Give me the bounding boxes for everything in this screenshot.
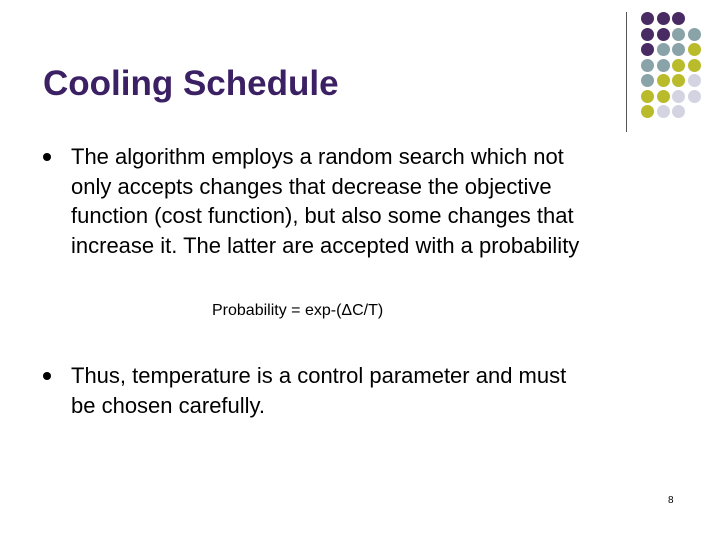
page-number: 8 xyxy=(668,495,674,506)
decorative-dot xyxy=(672,12,685,25)
decorative-dot xyxy=(672,28,685,41)
bullet-1-line-3: function (cost function), but also some changes that xyxy=(71,203,574,228)
decorative-dot xyxy=(641,43,654,56)
decorative-dot xyxy=(688,28,701,41)
slide-title: Cooling Schedule xyxy=(43,64,339,103)
decorative-vertical-line xyxy=(626,12,627,132)
decorative-dot xyxy=(657,12,670,25)
bullet-marker xyxy=(43,153,51,161)
decorative-dot xyxy=(672,74,685,87)
bullet-2-line-2: be chosen carefully. xyxy=(71,392,266,418)
decorative-dot xyxy=(688,90,701,103)
bullet-1-line-2: only accepts changes that decrease the objective xyxy=(71,173,552,199)
decorative-dot xyxy=(672,90,685,103)
decorative-dot xyxy=(641,74,654,87)
bullet-text-1 xyxy=(71,142,579,260)
bullet-1-line-4: increase it. The latter are accepted with a probability xyxy=(71,232,580,258)
decorative-dot xyxy=(641,28,654,41)
bullet-2-line-1: Thus, temperature is a control parameter and must xyxy=(71,363,567,388)
decorative-dot xyxy=(672,105,685,118)
decorative-dot xyxy=(657,28,670,41)
decorative-dot xyxy=(641,12,654,25)
decorative-dot xyxy=(641,105,654,118)
decorative-dot xyxy=(688,43,701,56)
bullet-marker xyxy=(43,372,51,380)
decorative-dot xyxy=(672,43,685,56)
decorative-dot xyxy=(641,59,654,72)
decorative-dot xyxy=(688,74,701,87)
decorative-dot xyxy=(672,59,685,72)
decorative-dot xyxy=(657,43,670,56)
decorative-dot xyxy=(657,59,670,72)
bullet-1-line-1: The algorithm employs a random search which not xyxy=(71,144,564,169)
decorative-dot xyxy=(688,59,701,72)
decorative-dot xyxy=(641,90,654,103)
bullet-text-2 xyxy=(71,361,566,420)
decorative-dot xyxy=(657,105,670,118)
decorative-dot xyxy=(657,90,670,103)
decorative-dot xyxy=(657,74,670,87)
probability-formula: Probability = exp-(ΔC/T) xyxy=(212,302,384,319)
